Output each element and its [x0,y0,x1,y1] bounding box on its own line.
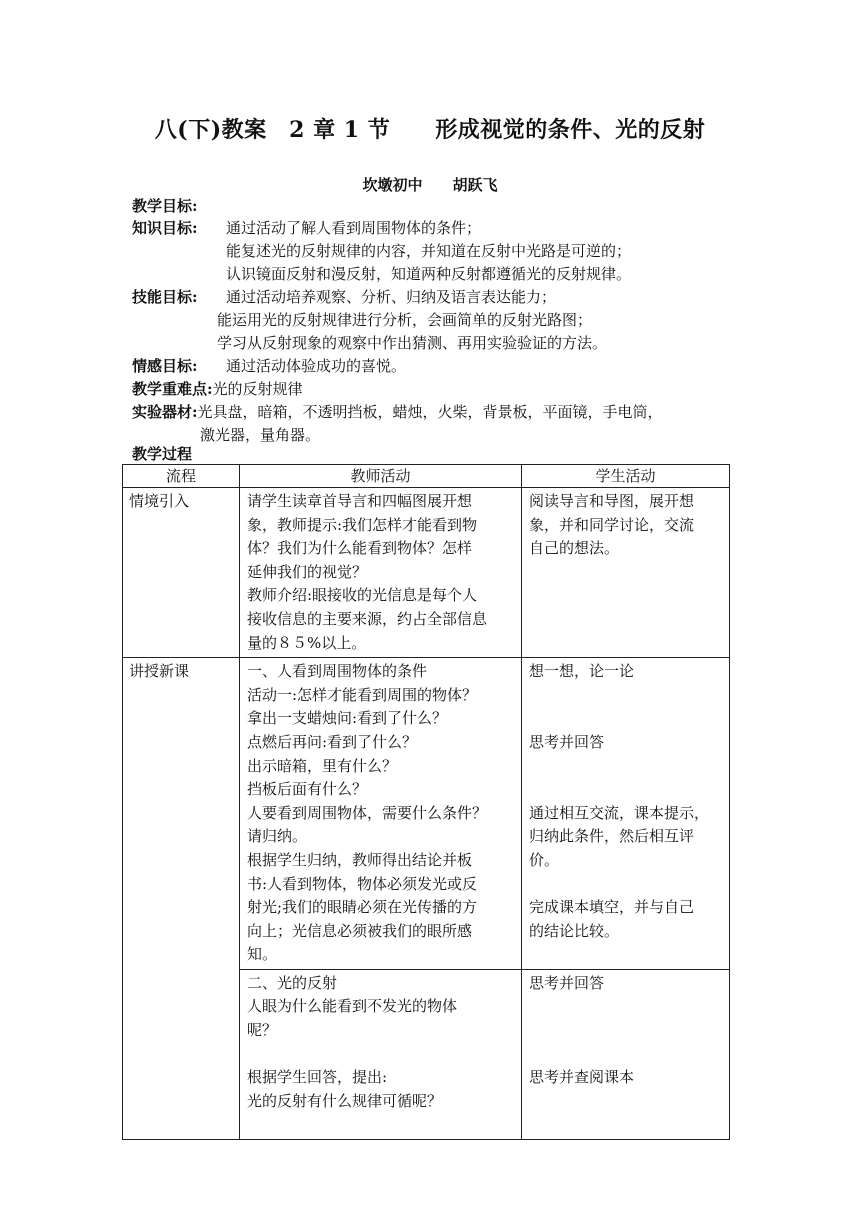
goals-heading: 教学目标: [132,197,198,215]
emotion-goal-label: 情感目标: [132,357,198,375]
knowledge-goal-3: 认识镜面反射和漫反射，知道两种反射都遵循光的反射规律。 [226,265,632,283]
process-heading: 教学过程 [132,445,193,463]
skill-goal-1: 通过活动培养观察、分析、归纳及语言表达能力； [226,288,557,306]
skill-goal-3: 学习从反射现象的观察中作出猜测、再用实验验证的方法。 [217,334,608,352]
header-teacher: 教师活动 [240,465,522,488]
skill-goal-label: 技能目标: [132,288,198,306]
header-flow: 流程 [123,465,240,488]
author-line: 坎墩初中 胡跃飞 [362,176,498,194]
knowledge-goal-2: 能复述光的反射规律的内容，并知道在反射中光路是可逆的； [226,242,632,260]
student-activity-cell: 想一想，论一论 思考并回答 通过相互交流，课本提示， 归纳此条件，然后相互评 价。 完成课本填空，并与自己 的结论比较。 [522,658,730,970]
flow-cell: 情境引入 [123,488,240,658]
knowledge-goal-label: 知识目标: [132,219,198,237]
table-row [123,658,730,970]
teacher-activity-cell: 请学生读章首导言和四幅图展开想 象，教师提示:我们怎样才能看到物 体？我们为什么能看到物体？怎样 延伸我们的视觉？ 教师介绍:眼接收的光信息是每个人 接收信息的主要来源，约占全部信息 量的８５%以上。 [240,488,522,658]
teacher-activity-cell: 一、人看到周围物体的条件 活动一:怎样才能看到周围的物体？ 拿出一支蜡烛问:看到了什么？ 点燃后再问:看到了什么？ 出示暗箱，里有什么？ 挡板后面有什么？ 人要看到周围物体，需要什么条件？ 请归纳。 根据学生归纳，教师得出结论并板 书:人看到物体，物体必须发光或反 射光;我们的眼睛必须在光传播的方 向上；光信息必须被我们的眼所感 知。 [240,658,522,970]
teacher-activity-cell: 二、光的反射 人眼为什么能看到不发光的物体 呢？ 根据学生回答，提出: 光的反射有什么规律可循呢？ [240,969,522,1139]
emotion-goal-1: 通过活动体验成功的喜悦。 [226,357,407,375]
table-header-row [123,465,730,488]
document-title: 八(下)教案 2 章 1 节 形成视觉的条件、光的反射 [154,117,706,143]
student-activity-cell: 阅读导言和导图，展开想 象，并和同学讨论，交流 自己的想法。 [522,488,730,658]
header-student: 学生活动 [522,465,730,488]
key-point-line: 教学重难点:光的反射规律 [132,380,303,398]
student-activity-cell: 思考并回答 思考并查阅课本 [522,969,730,1139]
equipment-line: 实验器材:光具盘，暗箱，不透明挡板，蜡烛，火柴，背景板，平面镜，手电筒， [132,403,663,421]
flow-cell: 讲授新课 [123,658,240,1140]
table-row [123,488,730,658]
skill-goal-2: 能运用光的反射规律进行分析，会画简单的反射光路图； [217,311,593,329]
knowledge-goal-1: 通过活动了解人看到周围物体的条件； [226,219,482,237]
equipment-line-2: 激光器，量角器。 [200,426,321,444]
teaching-process-table [122,464,730,1140]
